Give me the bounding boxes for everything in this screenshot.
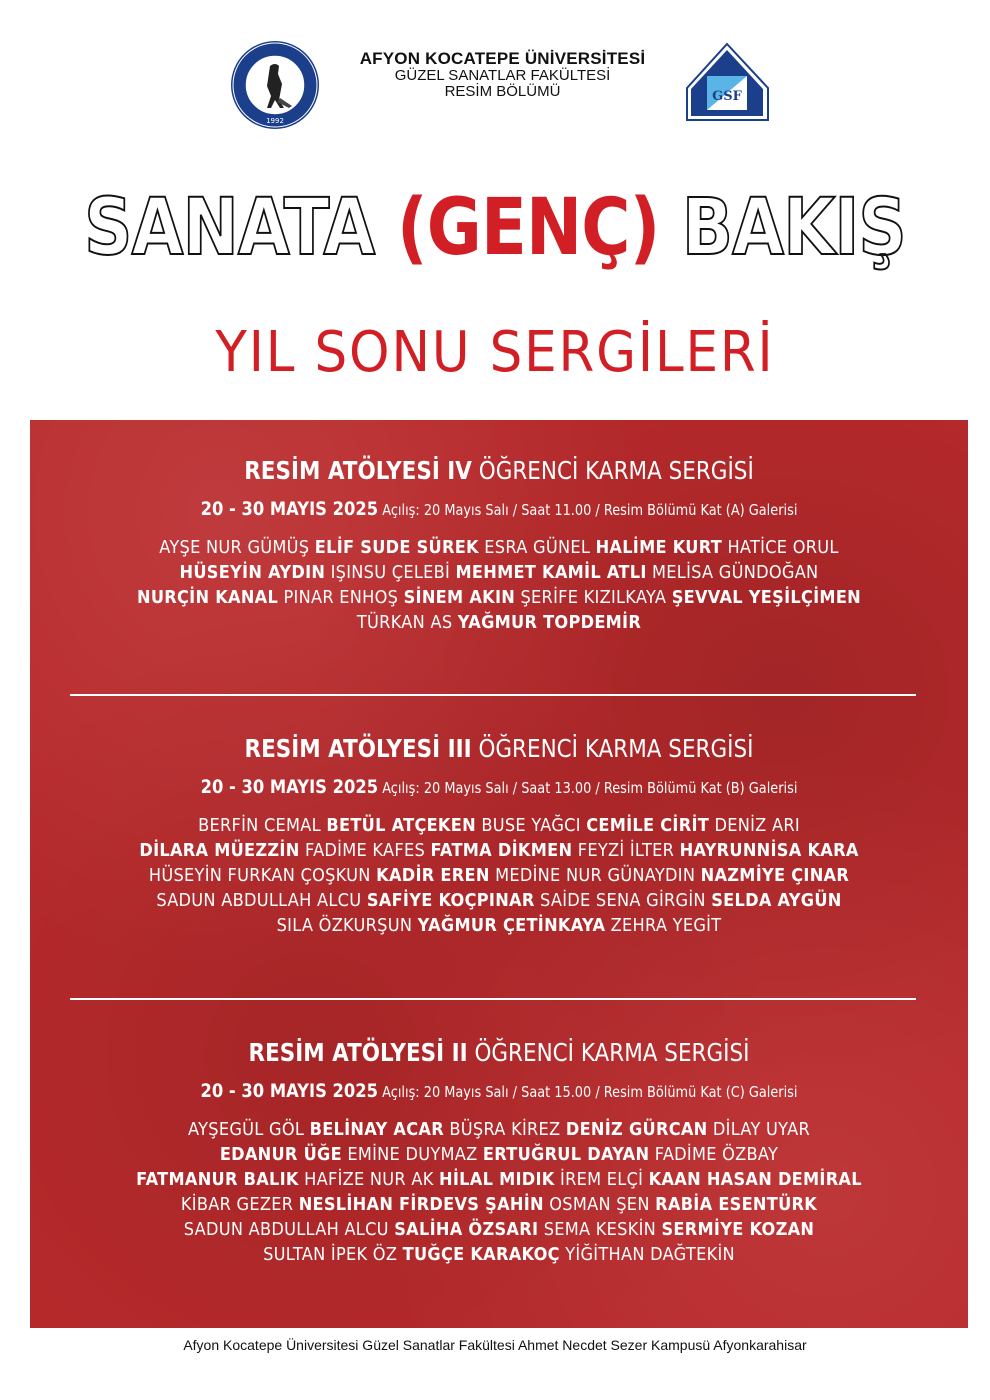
name-line	[77, 1217, 921, 1242]
student-names	[30, 1117, 968, 1267]
student-name: HÜSEYİN FURKAN ÇOŞKUN	[148, 865, 371, 886]
student-name: SİNEM AKIN	[403, 587, 516, 608]
exhibition-section-iv	[30, 454, 968, 635]
student-name: SAFİYE KOÇPINAR	[366, 890, 535, 911]
main-title	[69, 178, 920, 278]
student-name: TUĞÇE KARAKOÇ	[402, 1244, 560, 1265]
section-title: RESİM ATÖLYESİ II ÖĞRENCİ KARMA SERGİSİ	[248, 1038, 750, 1067]
student-name: ERTUĞRUL DAYAN	[482, 1144, 650, 1165]
footer-address: Afyon Kocatepe Üniversitesi Güzel Sanatlar Fakültesi Ahmet Necdet Sezer Kampusü Afyonkarahisar	[183, 1337, 807, 1353]
exhibition-section-ii	[30, 1036, 968, 1267]
exhibition-section-iii	[30, 732, 968, 938]
student-name: ŞEVVAL YEŞİLÇİMEN	[671, 587, 861, 608]
student-name: MEDİNE NUR GÜNAYDIN	[495, 865, 696, 886]
student-name: DENİZ ARI	[714, 815, 800, 836]
student-name: EMİNE DUYMAZ	[347, 1144, 478, 1165]
name-line	[77, 1142, 921, 1167]
student-name: FEYZİ İLTER	[577, 840, 675, 861]
title-part-sanata: SANATA	[84, 183, 397, 273]
section-divider	[70, 694, 916, 696]
student-name: HALİME KURT	[595, 537, 723, 558]
student-name: YİĞİTHAN DAĞTEKİN	[565, 1244, 735, 1265]
exhibitions-panel	[30, 420, 968, 1328]
student-name: AYŞEGÜL GÖL	[188, 1119, 305, 1140]
student-name: İREM ELÇİ	[560, 1169, 644, 1190]
name-line	[77, 585, 921, 610]
student-name: FATMA DİKMEN	[430, 840, 573, 861]
student-name: PINAR ENHOŞ	[283, 587, 399, 608]
university-header	[320, 50, 685, 100]
student-name: HİLAL MIDIK	[439, 1169, 555, 1190]
student-name: OSMAN ŞEN	[549, 1194, 650, 1215]
name-line	[77, 1192, 921, 1217]
name-line	[77, 1242, 921, 1267]
student-name: BELİNAY ACAR	[309, 1119, 444, 1140]
student-name: SULTAN İPEK ÖZ	[263, 1244, 398, 1265]
student-names	[30, 535, 968, 635]
student-name: SAİDE SENA GİRGİN	[540, 890, 706, 911]
student-name: SADUN ABDULLAH ALCU	[156, 890, 362, 911]
student-name: YAĞMUR ÇETİNKAYA	[417, 915, 606, 936]
title-part-bakis: BAKIŞ	[659, 183, 906, 273]
student-name: DİLARA MÜEZZİN	[139, 840, 300, 861]
student-name: KAAN HASAN DEMİRAL	[648, 1169, 862, 1190]
student-name: HATİCE ORUL	[727, 537, 839, 558]
student-name: KİBAR GEZER	[180, 1194, 294, 1215]
svg-text:1992: 1992	[266, 117, 284, 125]
university-seal-logo	[230, 40, 320, 130]
faculty-logo	[685, 42, 770, 124]
student-name: HÜSEYİN AYDIN	[179, 562, 326, 583]
student-name: IŞINSU ÇELEBİ	[330, 562, 451, 583]
student-name: NESLİHAN FİRDEVS ŞAHİN	[298, 1194, 544, 1215]
name-line	[77, 535, 921, 560]
student-name: MEHMET KAMİL ATLI	[455, 562, 647, 583]
student-name: HAFİZE NUR AK	[304, 1169, 434, 1190]
subtitle: YIL SONU SERGİLERİ	[215, 320, 775, 385]
student-name: ESRA GÜNEL	[484, 537, 591, 558]
student-name: HAYRUNNİSA KARA	[679, 840, 859, 861]
student-name: DENİZ GÜRCAN	[565, 1119, 708, 1140]
name-line	[77, 888, 921, 913]
student-name: AYŞE NUR GÜMÜŞ	[159, 537, 310, 558]
section-dates: 20 - 30 MAYIS 2025 Açılış: 20 Mayıs Salı / Saat 11.00 / Resim Bölümü Kat (A) Galerisi	[200, 498, 798, 520]
student-name: EDANUR ÜĞE	[219, 1144, 342, 1165]
section-dates: 20 - 30 MAYIS 2025 Açılış: 20 Mayıs Salı / Saat 13.00 / Resim Bölümü Kat (B) Galerisi	[200, 776, 798, 798]
student-name: ŞERİFE KIZILKAYA	[520, 587, 667, 608]
section-dates: 20 - 30 MAYIS 2025 Açılış: 20 Mayıs Salı / Saat 15.00 / Resim Bölümü Kat (C) Galerisi	[200, 1080, 798, 1102]
student-name: SALİHA ÖZSARI	[394, 1219, 539, 1240]
student-name: RABİA ESENTÜRK	[655, 1194, 818, 1215]
university-name: AFYON KOCATEPE ÜNİVERSİTESİ	[359, 49, 646, 68]
student-name: TÜRKAN AS	[356, 612, 453, 633]
student-name: SERMİYE KOZAN	[661, 1219, 815, 1240]
student-name: CEMİLE CİRİT	[586, 815, 710, 836]
student-name: BETÜL ATÇEKEN	[326, 815, 476, 836]
name-line	[77, 1167, 921, 1192]
header	[0, 0, 990, 140]
student-name: BUSE YAĞCI	[481, 815, 581, 836]
name-line	[77, 838, 921, 863]
name-line	[77, 863, 921, 888]
student-name: MELİSA GÜNDOĞAN	[652, 562, 819, 583]
faculty-name: GÜZEL SANATLAR FAKÜLTESİ	[394, 67, 611, 84]
student-name: SADUN ABDULLAH ALCU	[183, 1219, 389, 1240]
name-line	[77, 1117, 921, 1142]
section-title: RESİM ATÖLYESİ III ÖĞRENCİ KARMA SERGİSİ	[244, 734, 754, 763]
department-name: RESİM BÖLÜMÜ	[444, 83, 561, 100]
student-name: FADİME ÖZBAY	[654, 1144, 779, 1165]
student-name: FADİME KAFES	[304, 840, 426, 861]
student-name: NAZMİYE ÇINAR	[700, 865, 850, 886]
name-line	[77, 913, 921, 938]
student-name: KADİR EREN	[376, 865, 490, 886]
student-name: FATMANUR BALIK	[136, 1169, 299, 1190]
student-name: BERFİN CEMAL	[198, 815, 321, 836]
svg-text:GSF: GSF	[712, 89, 742, 104]
student-names	[30, 813, 968, 938]
name-line	[77, 560, 921, 585]
student-name: SILA ÖZKURŞUN	[276, 915, 413, 936]
section-title: RESİM ATÖLYESİ IV ÖĞRENCİ KARMA SERGİSİ	[244, 456, 754, 485]
section-divider	[70, 998, 916, 1000]
student-name: SEMA KESKİN	[543, 1219, 657, 1240]
name-line	[77, 610, 921, 635]
student-name: NURÇİN KANAL	[137, 587, 279, 608]
student-name: BÜŞRA KİREZ	[449, 1119, 561, 1140]
student-name: SELDA AYGÜN	[711, 890, 842, 911]
student-name: DİLAY UYAR	[712, 1119, 810, 1140]
student-name: ZEHRA YEGİT	[610, 915, 722, 936]
title-part-genc: (GENÇ)	[396, 183, 660, 273]
student-name: YAĞMUR TOPDEMİR	[457, 612, 642, 633]
name-line	[77, 813, 921, 838]
student-name: ELİF SUDE SÜREK	[314, 537, 479, 558]
